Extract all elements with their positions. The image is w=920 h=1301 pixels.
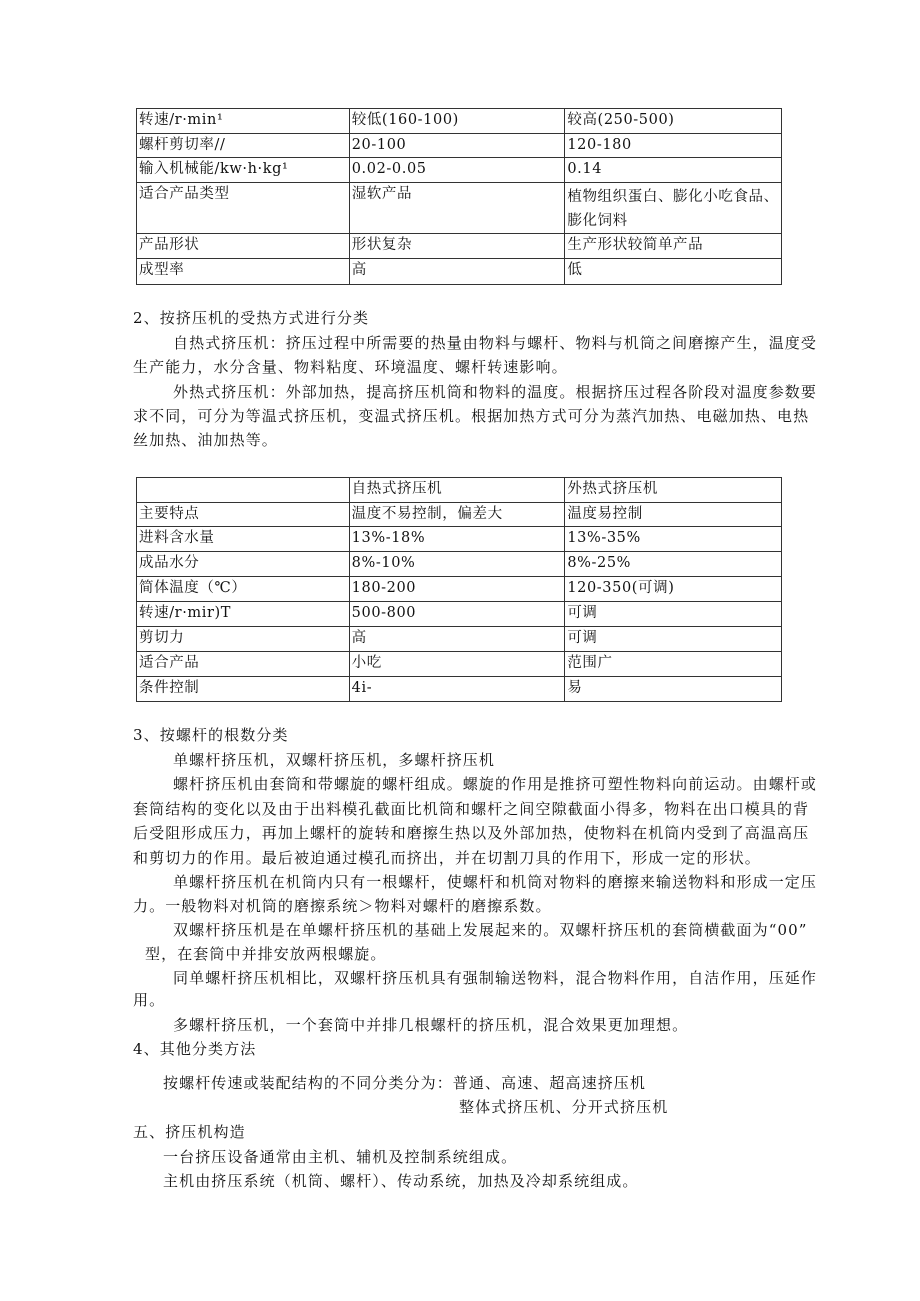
section-heading: 4、其他分类方法 <box>133 1040 257 1058</box>
paragraph-line: 丝加热、油加热等。 <box>133 431 278 449</box>
heating-method-comparison-table <box>136 477 782 702</box>
table-cell: 高 <box>349 259 565 285</box>
paragraph-line: 力。一般物料对机筒的磨擦系统＞物料对螺杆的磨擦系数。 <box>133 897 552 915</box>
table-cell: 剪切力 <box>137 627 350 652</box>
paragraph-line: 单螺杆挤压机，双螺杆挤压机，多螺杆挤压机 <box>173 751 496 769</box>
table-cell: 8%-10% <box>349 552 565 577</box>
table-cell: 转速/r·mir)T <box>137 602 350 627</box>
table-cell: 生产形状较简单产品 <box>565 234 782 259</box>
table-cell: 湿软产品 <box>349 183 565 234</box>
table-cell: 自热式挤压机 <box>349 478 565 503</box>
paragraph-line: 同单螺杆挤压机相比，双螺杆挤压机具有强制输送物料，混合物料作用，自洁作用，压延作 <box>173 969 818 987</box>
paragraph-line: 自热式挤压机：挤压过程中所需要的热量由物料与螺杆、物料与机筒之间磨擦产生，温度受 <box>173 334 818 352</box>
paragraph-line: 型，在套筒中并排安放两根螺旋。 <box>145 945 387 963</box>
table-cell: 高 <box>349 627 565 652</box>
table-cell: 条件控制 <box>137 677 350 702</box>
section-heading: 3、按螺杆的根数分类 <box>133 726 289 744</box>
table-cell: 适合产品 <box>137 652 350 677</box>
screw-speed-comparison-table <box>136 108 782 285</box>
table-cell: 进料含水量 <box>137 527 350 552</box>
table-cell: 范围广 <box>565 652 782 677</box>
table-cell: 小吃 <box>349 652 565 677</box>
table-cell: 输入机械能/kw·h·kg¹ <box>137 158 350 183</box>
section-heading: 2、按挤压机的受热方式进行分类 <box>133 309 370 327</box>
paragraph-line: 后受阻形成压力，再加上螺杆的旋转和磨擦生热以及外部加热，使物料在机筒内受到了高温高压 <box>133 824 810 842</box>
table-cell: 形状复杂 <box>349 234 565 259</box>
table-cell: 适合产品类型 <box>137 183 350 234</box>
table-cell: 8%-25% <box>565 552 782 577</box>
table-cell: 简体温度（℃） <box>137 577 350 602</box>
paragraph-line: 外热式挤压机：外部加热，提高挤压机筒和物料的温度。根据挤压过程各阶段对温度参数要 <box>173 383 818 401</box>
paragraph-line: 整体式挤压机、分开式挤压机 <box>459 1098 669 1116</box>
table-cell: 温度易控制 <box>565 503 782 527</box>
table-cell: 20-100 <box>349 134 565 158</box>
table-cell: 较高(250-500) <box>565 109 782 134</box>
paragraph-line: 单螺杆挤压机在机筒内只有一根螺杆，使螺杆和机筒对物料的磨擦来输送物料和形成一定压 <box>173 873 818 891</box>
table-cell: 可调 <box>565 602 782 627</box>
table-cell: 180-200 <box>349 577 565 602</box>
table-cell: 螺杆剪切率// <box>137 134 350 158</box>
table-cell: 4i- <box>349 677 565 702</box>
table-cell: 植物组织蛋白、膨化小吃食品、膨化饲料 <box>565 183 782 234</box>
paragraph-line: 和剪切力的作用。最后被迫通过模孔而挤出，并在切割刀具的作用下，形成一定的形状。 <box>133 849 761 867</box>
paragraph-line: 用。 <box>133 991 166 1009</box>
paragraph-line: 螺杆挤压机由套筒和带螺旋的螺杆组成。螺旋的作用是推挤可塑性物料向前运动。由螺杆或 <box>173 775 818 793</box>
paragraph-line: 套筒结构的变化以及由于出料模孔截面比机筒和螺杆之间空隙截面小得多，物料在出口模具的背 <box>133 800 810 818</box>
table-cell: 13%-35% <box>565 527 782 552</box>
table-cell: 120-180 <box>565 134 782 158</box>
table-cell: 120-350(可调) <box>565 577 782 602</box>
table-cell: 低 <box>565 259 782 285</box>
paragraph-line: 生产能力，水分含量、物料粘度、环境温度、螺杆转速影响。 <box>133 358 568 376</box>
paragraph-line: 多螺杆挤压机，一个套筒中并排几根螺杆的挤压机，混合效果更加理想。 <box>173 1016 689 1034</box>
table-cell: 成品水分 <box>137 552 350 577</box>
paragraph-line: 一台挤压设备通常由主机、辅机及控制系统组成。 <box>163 1148 518 1166</box>
table-cell: 转速/r·min¹ <box>137 109 350 134</box>
table-cell: 500-800 <box>349 602 565 627</box>
table-cell: 成型率 <box>137 259 350 285</box>
table-cell <box>137 478 350 503</box>
table-cell: 主要特点 <box>137 503 350 527</box>
paragraph-line: 按螺杆传速或装配结构的不同分类分为：普通、高速、超高速挤压机 <box>163 1074 647 1092</box>
table-cell: 产品形状 <box>137 234 350 259</box>
table-cell: 13%-18% <box>349 527 565 552</box>
section-heading: 五、挤压机构造 <box>133 1123 246 1141</box>
paragraph-line: 双螺杆挤压机是在单螺杆挤压机的基础上发展起来的。双螺杆挤压机的套筒横截面为“00” <box>173 921 808 939</box>
table-cell: 0.02-0.05 <box>349 158 565 183</box>
table-cell: 温度不易控制，偏差大 <box>349 503 565 527</box>
table-cell: 外热式挤压机 <box>565 478 782 503</box>
table-cell: 0.14 <box>565 158 782 183</box>
table-cell: 可调 <box>565 627 782 652</box>
paragraph-line: 求不同，可分为等温式挤压机，变温式挤压机。根据加热方式可分为蒸汽加热、电磁加热、电热 <box>133 407 810 425</box>
table-cell: 易 <box>565 677 782 702</box>
table-cell: 较低(160-100) <box>349 109 565 134</box>
paragraph-line: 主机由挤压系统（机筒、螺杆）、传动系统，加热及冷却系统组成。 <box>163 1172 639 1190</box>
